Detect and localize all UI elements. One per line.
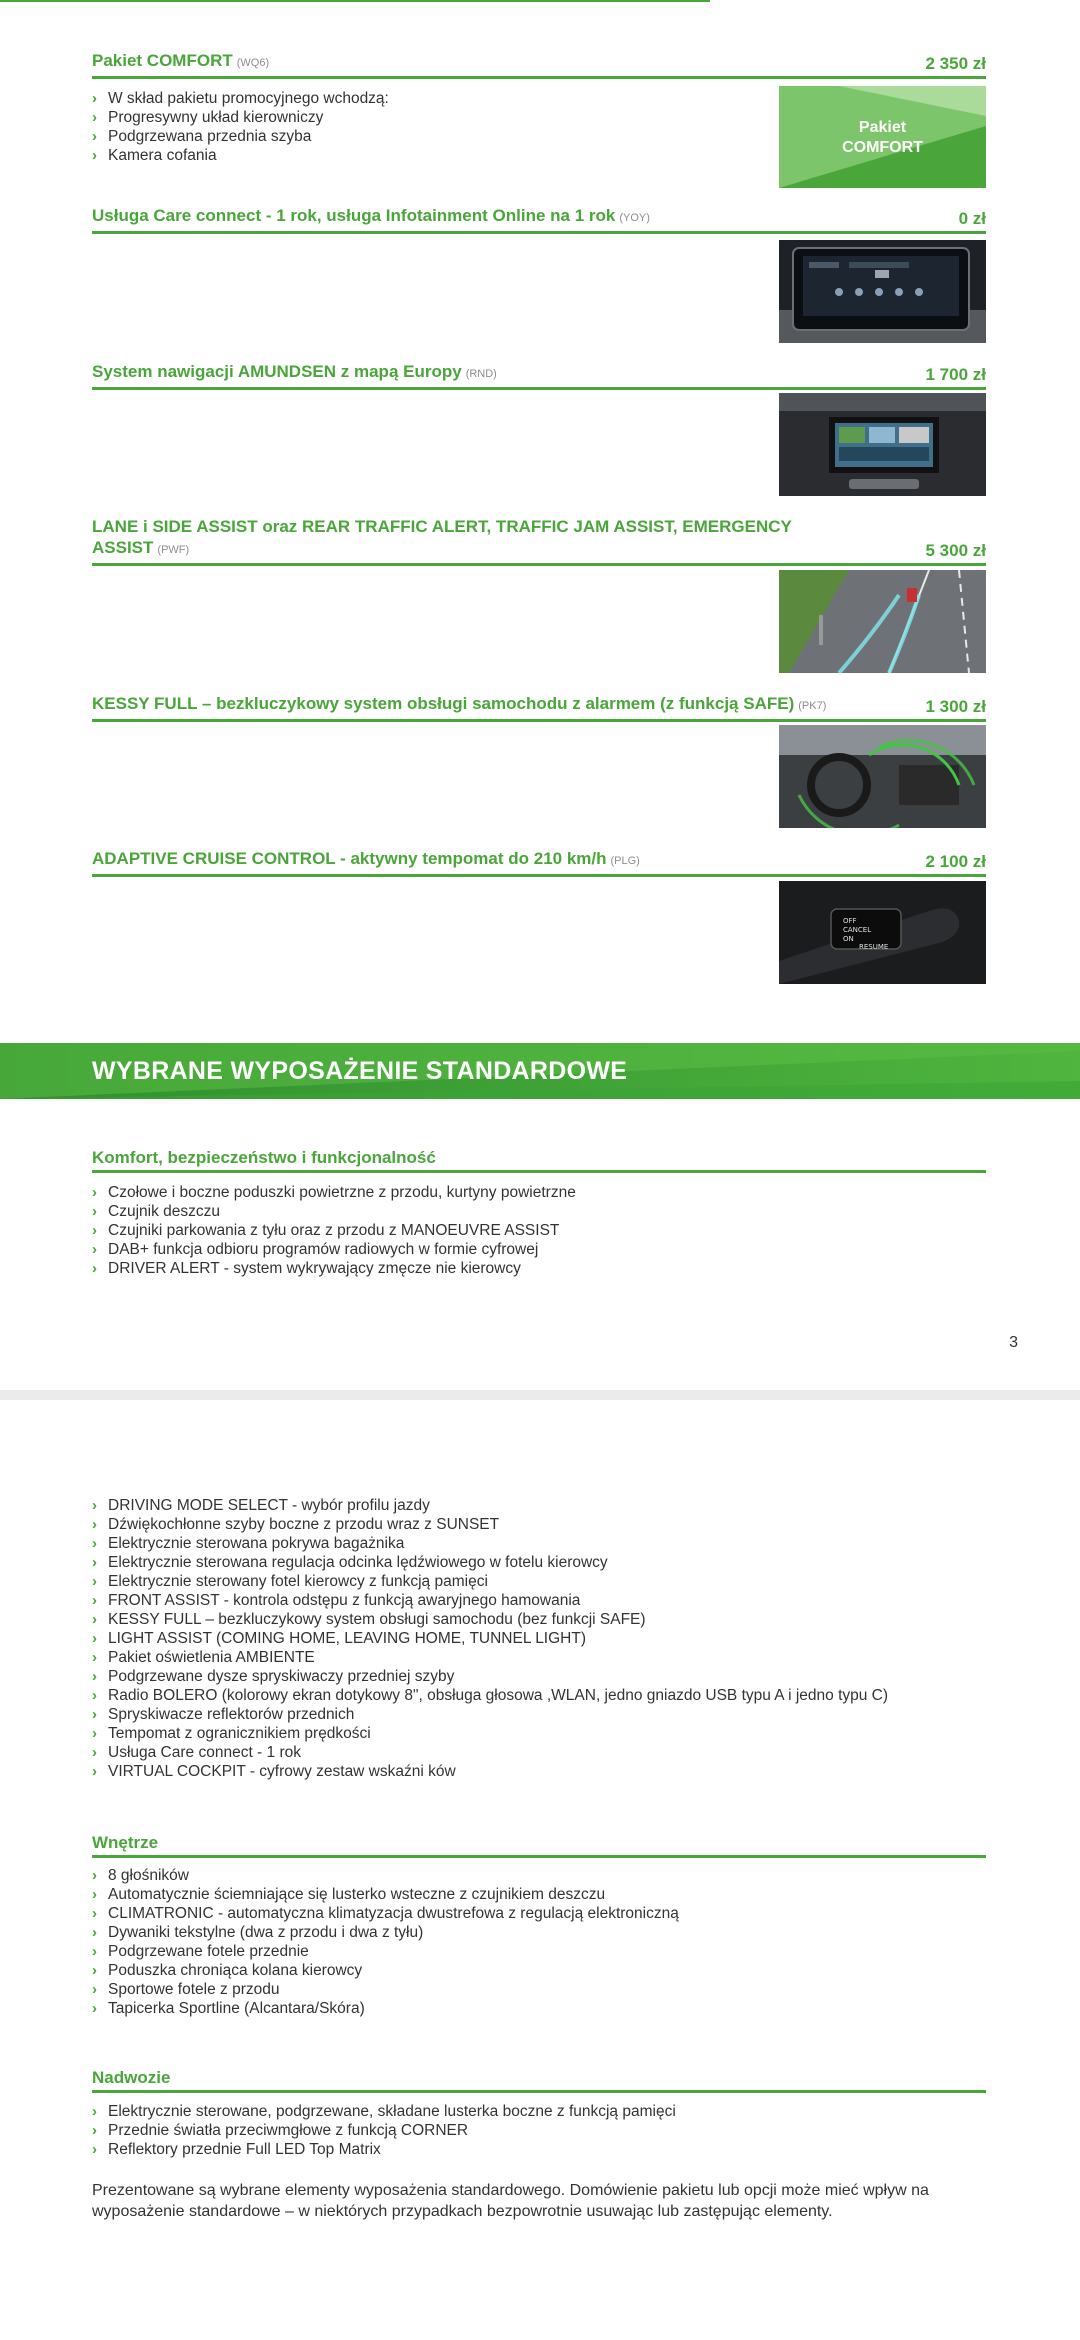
list-item: › Automatycznie ściemniające się lusterko wsteczne z czujnikiem deszczu (92, 1886, 606, 1903)
lane-assist-road-image (779, 570, 986, 673)
comfort-package-badge (779, 86, 986, 188)
chevron-right-icon: › (92, 1744, 97, 1761)
option-title: System nawigacji AMUNDSEN z mapą Europy (RND) (92, 362, 497, 381)
section-interior-title: Wnętrze (92, 1833, 986, 1858)
option-title: LANE i SIDE ASSIST oraz REAR TRAFFIC ALERT, TRAFFIC JAM ASSIST, EMERGENCY ASSIST (PWF) (92, 517, 792, 557)
option-header (92, 693, 986, 722)
list-item: › Usługa Care connect - 1 rok (92, 1744, 301, 1761)
comfort-list-page2 (92, 1496, 888, 1781)
option-care-connect (92, 205, 986, 234)
option-price: 5 300 zł (925, 541, 986, 560)
list-item: › KESSY FULL – bezkluczykowy system obsługi samochodu (bez funkcji SAFE) (92, 1611, 646, 1628)
chevron-right-icon: › (92, 1924, 97, 1941)
option-price: 0 zł (958, 209, 986, 228)
option-header (92, 205, 986, 234)
chevron-right-icon: › (92, 2000, 97, 2017)
body-list (92, 2102, 676, 2159)
page-number: 3 (1009, 1334, 1018, 1351)
list-item: › Elektrycznie sterowana regulacja odcinka lędźwiowego w fotelu kierowcy (92, 1554, 608, 1571)
list-item: › Tapicerka Sportline (Alcantara/Skóra) (92, 2000, 365, 2017)
comfort-list-page1 (92, 1183, 576, 1278)
list-item: › VIRTUAL COCKPIT - cyfrowy zestaw wskaźni ków (92, 1763, 456, 1780)
chevron-right-icon: › (92, 1222, 97, 1239)
list-item: › Reflektory przednie Full LED Top Matrix (92, 2141, 381, 2158)
chevron-right-icon: › (92, 109, 97, 126)
option-header (92, 516, 986, 566)
list-item: › Radio BOLERO (kolorowy ekran dotykowy 8", obsługa głosowa ,WLAN, jedno gniazdo USB typu A i jedno typu C) (92, 1687, 889, 1704)
list-item: › CLIMATRONIC - automatyczna klimatyzacja dwustrefowa z regulacją elektroniczną (92, 1905, 679, 1922)
list-item: › Dywaniki tekstylne (dwa z przodu i dwa z tyłu) (92, 1924, 424, 1941)
chevron-right-icon: › (92, 1516, 97, 1533)
svg-text:OFF: OFF (843, 917, 857, 925)
chevron-right-icon: › (92, 2141, 97, 2158)
chevron-right-icon: › (92, 1554, 97, 1571)
option-code: (RND) (465, 368, 497, 380)
chevron-right-icon: › (92, 1260, 97, 1277)
svg-text:CANCEL: CANCEL (843, 926, 872, 934)
option-lane-assist (92, 516, 986, 566)
option-comfort-package (92, 50, 986, 165)
list-item: › Przednie światła przeciwmgłowe z funkcją CORNER (92, 2122, 469, 2139)
list-item: › Poduszka chroniąca kolana kierowcy (92, 1962, 363, 1979)
list-item: › DAB+ funkcja odbioru programów radiowych w formie cyfrowej (92, 1241, 539, 1258)
option-header (92, 848, 986, 877)
list-item: › 8 głośników (92, 1867, 189, 1884)
list-item: › DRIVER ALERT - system wykrywający zmęcze nie kierowcy (92, 1260, 521, 1277)
chevron-right-icon: › (92, 1981, 97, 1998)
chevron-right-icon: › (92, 1943, 97, 1960)
list-item: › FRONT ASSIST - kontrola odstępu z funkcją awaryjnego hamowania (92, 1592, 581, 1609)
chevron-right-icon: › (92, 1184, 97, 1201)
kessy-interior-image (779, 725, 986, 828)
option-header (92, 361, 986, 390)
option-code: (PK7) (798, 700, 827, 712)
list-item: › DRIVING MODE SELECT - wybór profilu jazdy (92, 1497, 430, 1514)
list-item: › Pakiet oświetlenia AMBIENTE (92, 1649, 315, 1666)
list-item: › Tempomat z ogranicznikiem prędkości (92, 1725, 371, 1742)
banner-title: WYBRANE WYPOSAŻENIE STANDARDOWE (92, 1057, 628, 1085)
list-item: › Elektrycznie sterowany fotel kierowcy z funkcją pamięci (92, 1573, 488, 1590)
list-item: › W skład pakietu promocyjnego wchodzą: (92, 90, 389, 107)
option-code: (PLG) (610, 855, 640, 867)
list-item: › Podgrzewana przednia szyba (92, 128, 312, 145)
option-title: KESSY FULL – bezkluczykowy system obsługi samochodu z alarmem (z funkcją SAFE) (PK7) (92, 694, 827, 713)
svg-text:ON: ON (843, 935, 854, 943)
chevron-right-icon: › (92, 1241, 97, 1258)
chevron-right-icon: › (92, 1535, 97, 1552)
chevron-right-icon: › (92, 1203, 97, 1220)
section-body-title: Nadwozie (92, 2068, 986, 2093)
chevron-right-icon: › (92, 1905, 97, 1922)
chevron-right-icon: › (92, 1886, 97, 1903)
chevron-right-icon: › (92, 2103, 97, 2120)
page-separator (0, 1390, 1080, 1400)
option-header (92, 50, 986, 79)
chevron-right-icon: › (92, 1573, 97, 1590)
list-item: › Czołowe i boczne poduszki powietrzne z przodu, kurtyny powietrzne (92, 1184, 576, 1201)
list-item: › Spryskiwacze reflektorów przednich (92, 1706, 355, 1723)
chevron-right-icon: › (92, 2122, 97, 2139)
disclaimer-text: Prezentowane są wybrane elementy wyposażenia standardowego. Domówienie pakietu lub opcji może mieć wpływ na wyposażenie standardowe – w niektórych przypadkach bezpowrotnie usuwając lub zastępując elementy. (92, 2182, 929, 2220)
list-item: › Elektrycznie sterowana pokrywa bagażnika (92, 1535, 405, 1552)
option-price: 1 300 zł (925, 697, 986, 716)
option-kessy-full (92, 693, 986, 722)
chevron-right-icon: › (92, 90, 97, 107)
section-comfort-title: Komfort, bezpieczeństwo i funkcjonalność (92, 1148, 986, 1173)
list-item: › Czujniki parkowania z tyłu oraz z przodu z MANOEUVRE ASSIST (92, 1222, 560, 1239)
chevron-right-icon: › (92, 1687, 97, 1704)
option-title: Pakiet COMFORT (WQ6) (92, 51, 270, 70)
chevron-right-icon: › (92, 128, 97, 145)
list-item: › LIGHT ASSIST (COMING HOME, LEAVING HOME, TUNNEL LIGHT) (92, 1630, 586, 1647)
navigation-dashboard-image (779, 393, 986, 496)
chevron-right-icon: › (92, 1649, 97, 1666)
option-price: 2 350 zł (925, 54, 986, 73)
chevron-right-icon: › (92, 1497, 97, 1514)
chevron-right-icon: › (92, 1668, 97, 1685)
chevron-right-icon: › (92, 1630, 97, 1647)
chevron-right-icon: › (92, 1611, 97, 1628)
chevron-right-icon: › (92, 1763, 97, 1780)
badge-label: Pakiet COMFORT (842, 119, 923, 156)
chevron-right-icon: › (92, 1592, 97, 1609)
cruise-control-lever-image (779, 881, 986, 984)
option-price: 2 100 zł (925, 852, 986, 871)
option-price: 1 700 zł (925, 365, 986, 384)
list-item: › Progresywny układ kierowniczy (92, 109, 324, 126)
option-code: (YOY) (619, 212, 650, 224)
standard-equipment-banner (0, 1043, 1080, 1099)
interior-list (92, 1866, 679, 2018)
option-title: ADAPTIVE CRUISE CONTROL - aktywny tempomat do 210 km/h (PLG) (92, 849, 640, 868)
list-item: › Kamera cofania (92, 147, 217, 164)
option-navigation (92, 361, 986, 390)
chevron-right-icon: › (92, 147, 97, 164)
option-adaptive-cruise (92, 848, 986, 951)
list-item: › Podgrzewane dysze spryskiwaczy przedniej szyby (92, 1668, 455, 1685)
list-item: › Czujnik deszczu (92, 1203, 220, 1220)
option-code: (PWF) (157, 544, 190, 556)
chevron-right-icon: › (92, 1706, 97, 1723)
chevron-right-icon: › (92, 1725, 97, 1742)
list-item: › Dźwiękochłonne szyby boczne z przodu wraz z SUNSET (92, 1516, 500, 1533)
list-item: › Podgrzewane fotele przednie (92, 1943, 309, 1960)
list-item: › Sportowe fotele z przodu (92, 1981, 280, 1998)
chevron-right-icon: › (92, 1867, 97, 1884)
chevron-right-icon: › (92, 1962, 97, 1979)
option-code: (WQ6) (236, 57, 270, 69)
list-item: › Elektrycznie sterowane, podgrzewane, składane lusterka boczne z funkcją pamięci (92, 2103, 676, 2120)
svg-text:RESUME: RESUME (859, 943, 889, 951)
infotainment-screen-image (779, 240, 986, 343)
option-title: Usługa Care connect - 1 rok, usługa Infotainment Online na 1 rok (YOY) (92, 206, 650, 225)
